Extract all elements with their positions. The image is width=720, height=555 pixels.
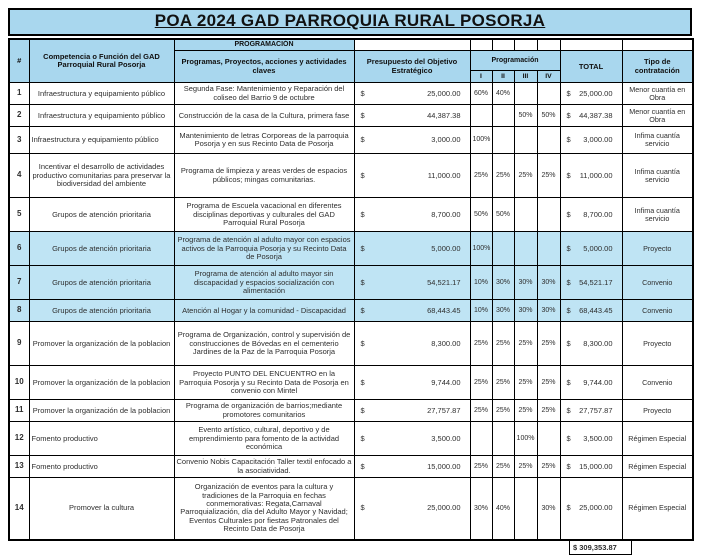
total-cell [560, 127, 622, 154]
amount-value: 8,700.00 [431, 209, 461, 219]
programa-cell: Programa de limpieza y areas verdes de espacios públicos; mingas comunitarias. [174, 154, 354, 198]
grand-total: $ 309,353.87 [569, 541, 632, 555]
total-cell [560, 422, 622, 456]
row-number-cell: 2 [9, 105, 29, 127]
trimestre-4-cell: 25% [537, 366, 560, 400]
col-header-programacion: Programación [470, 51, 560, 71]
total-cell [560, 105, 622, 127]
amount-value: 25,000.00 [427, 88, 461, 98]
competencia-cell: Infraestructura y equipamiento público [29, 127, 174, 154]
currency-symbol: $ [566, 305, 571, 315]
table-row [9, 198, 693, 232]
total-cell-wrap [563, 172, 620, 180]
row-number-cell: 6 [9, 232, 29, 266]
trimestre-3-cell: 25% [514, 154, 537, 198]
col-header-q1: I [470, 71, 492, 83]
header-spacer [622, 39, 693, 50]
currency-symbol: $ [360, 88, 365, 98]
tipo-contratacion-cell: Proyecto [622, 400, 693, 422]
presupuesto-cell-wrap [357, 407, 468, 415]
total-cell-wrap [563, 136, 620, 144]
col-header-tipo: Tipo de contratación [622, 51, 693, 83]
amount-value: 3,000.00 [431, 135, 461, 145]
table-row [9, 478, 693, 540]
currency-symbol: $ [566, 377, 571, 387]
currency-symbol: $ [566, 277, 571, 287]
col-header-programas: Programas, Proyectos, acciones y actividades claves [174, 51, 354, 83]
tipo-contratacion-cell: Infima cuantía servicio [622, 154, 693, 198]
trimestre-4-cell [537, 127, 560, 154]
report-title: POA 2024 GAD PARROQUIA RURAL POSORJA [8, 8, 692, 36]
competencia-cell: Fomento productivo [29, 422, 174, 456]
presupuesto-cell [354, 232, 470, 266]
total-cell [560, 322, 622, 366]
amount-value: 3,500.00 [583, 433, 613, 443]
amount-value: 44,387.38 [427, 110, 461, 120]
amount-value: 11,000.00 [427, 170, 461, 180]
currency-symbol: $ [360, 338, 365, 348]
programa-cell: Programa de atención al adulto mayor con espacios activos de la Parroquia Posorja y su Recinto Data de Posorja [174, 232, 354, 266]
competencia-cell: Infraestructura y equipamiento público [29, 83, 174, 105]
trimestre-2-cell [492, 422, 514, 456]
currency-symbol: $ [360, 405, 365, 415]
total-cell [560, 478, 622, 540]
total-cell-wrap [563, 90, 620, 98]
currency-symbol: $ [360, 461, 365, 471]
table-row [9, 456, 693, 478]
programa-cell: Convenio Nobis Capacitación Taller textil enfocado a la asociatividad. [174, 456, 354, 478]
trimestre-2-cell: 30% [492, 266, 514, 300]
amount-value: 5,000.00 [431, 243, 461, 253]
total-cell-wrap [563, 435, 620, 443]
trimestre-2-cell [492, 127, 514, 154]
currency-symbol: $ [566, 461, 571, 471]
row-number-cell: 7 [9, 266, 29, 300]
trimestre-2-cell: 50% [492, 198, 514, 232]
presupuesto-cell-wrap [357, 90, 468, 98]
trimestre-1-cell: 25% [470, 322, 492, 366]
presupuesto-cell-wrap [357, 463, 468, 471]
trimestre-1-cell: 100% [470, 127, 492, 154]
presupuesto-cell-wrap [357, 112, 468, 120]
table-row [9, 266, 693, 300]
currency-symbol: $ [566, 433, 571, 443]
tipo-contratacion-cell: Menor cuantía en Obra [622, 105, 693, 127]
table-row [9, 422, 693, 456]
presupuesto-cell [354, 83, 470, 105]
amount-value: 11,000.00 [579, 170, 613, 180]
trimestre-1-cell [470, 422, 492, 456]
trimestre-3-cell: 50% [514, 105, 537, 127]
programa-cell: Organización de eventos para la cultura y tradiciones de la Parroquia en fechas conmemorativas: Regata,Carnaval Parroquialización, día del Adulto Mayor y Navidad; Eventos Culturales por fiestas Patronales del Recinto Data de Posorja [174, 478, 354, 540]
col-header-q2: II [492, 71, 514, 83]
table-row [9, 83, 693, 105]
tipo-contratacion-cell: Convenio [622, 266, 693, 300]
currency-symbol: $ [566, 170, 571, 180]
trimestre-4-cell: 25% [537, 456, 560, 478]
amount-value: 15,000.00 [579, 461, 613, 471]
row-number-cell: 9 [9, 322, 29, 366]
table-row [9, 322, 693, 366]
trimestre-4-cell [537, 232, 560, 266]
table-row [9, 232, 693, 266]
row-number-cell: 13 [9, 456, 29, 478]
row-number-cell: 1 [9, 83, 29, 105]
presupuesto-cell [354, 478, 470, 540]
col-header-q3: III [514, 71, 537, 83]
trimestre-3-cell [514, 83, 537, 105]
table-row [9, 127, 693, 154]
presupuesto-cell-wrap [357, 279, 468, 287]
competencia-cell: Grupos de atención prioritaria [29, 198, 174, 232]
row-number-cell: 11 [9, 400, 29, 422]
currency-symbol: $ [360, 305, 365, 315]
amount-value: 5,000.00 [583, 243, 613, 253]
presupuesto-cell-wrap [357, 504, 468, 512]
amount-value: 25,000.00 [579, 88, 613, 98]
trimestre-2-cell: 25% [492, 154, 514, 198]
currency-symbol: $ [360, 377, 365, 387]
amount-value: 27,757.87 [579, 405, 613, 415]
trimestre-3-cell: 25% [514, 366, 537, 400]
header-spacer [470, 39, 492, 50]
presupuesto-cell [354, 154, 470, 198]
col-header-q4: IV [537, 71, 560, 83]
competencia-cell: Incentivar el desarrollo de actividades productivo comunitarias para preservar la biodiversidad del ambiente [29, 154, 174, 198]
amount-value: 44,387.38 [579, 110, 613, 120]
presupuesto-cell [354, 400, 470, 422]
trimestre-3-cell [514, 478, 537, 540]
col-header-total: TOTAL [560, 51, 622, 83]
trimestre-2-cell: 30% [492, 300, 514, 322]
trimestre-3-cell [514, 198, 537, 232]
competencia-cell: Promover la organización de la poblacion [29, 366, 174, 400]
trimestre-3-cell: 100% [514, 422, 537, 456]
currency-symbol: $ [360, 110, 365, 120]
programa-cell: Programa de Escuela vacacional en diferentes disciplinas deportivas y culturales del GAD Parroquial Rural Posorja [174, 198, 354, 232]
currency-symbol: $ [566, 243, 571, 253]
programa-cell: Programa de organización de barrios;mediante promotores comunitarios [174, 400, 354, 422]
trimestre-4-cell: 30% [537, 300, 560, 322]
total-cell-wrap [563, 463, 620, 471]
trimestre-2-cell: 40% [492, 83, 514, 105]
amount-value: 3,500.00 [431, 433, 461, 443]
trimestre-1-cell: 25% [470, 154, 492, 198]
table-row [9, 400, 693, 422]
total-cell-wrap [563, 340, 620, 348]
col-header-programacion-group: PROGRAMACIÓN [174, 39, 354, 50]
table-body [9, 83, 693, 540]
trimestre-1-cell: 10% [470, 266, 492, 300]
competencia-cell: Infraestructura y equipamiento público [29, 105, 174, 127]
total-cell [560, 198, 622, 232]
table-header [9, 39, 693, 82]
competencia-cell: Promover la organización de la poblacion [29, 400, 174, 422]
currency-symbol: $ [360, 209, 365, 219]
total-cell-wrap [563, 279, 620, 287]
total-cell [560, 400, 622, 422]
trimestre-1-cell: 100% [470, 232, 492, 266]
trimestre-1-cell: 25% [470, 366, 492, 400]
amount-value: 27,757.87 [427, 405, 461, 415]
amount-value: 54,521.17 [579, 277, 613, 287]
presupuesto-cell [354, 366, 470, 400]
currency-symbol: $ [360, 503, 365, 513]
trimestre-3-cell [514, 232, 537, 266]
table-row [9, 154, 693, 198]
total-cell [560, 366, 622, 400]
competencia-cell: Promover la organización de la poblacion [29, 322, 174, 366]
header-spacer [492, 39, 514, 50]
total-cell [560, 300, 622, 322]
total-cell-wrap [563, 211, 620, 219]
tipo-contratacion-cell: Menor cuantía en Obra [622, 83, 693, 105]
total-cell-wrap [563, 407, 620, 415]
trimestre-3-cell: 25% [514, 456, 537, 478]
programa-cell: Programa de Organización, control y supervisión de construcciones de Bóvedas en el cementerio Jardines de la Paz de la Parroquia Posorja [174, 322, 354, 366]
currency-symbol: $ [360, 433, 365, 443]
total-cell-wrap [563, 504, 620, 512]
competencia-cell: Grupos de atención prioritaria [29, 300, 174, 322]
total-cell [560, 266, 622, 300]
row-number-cell: 8 [9, 300, 29, 322]
presupuesto-cell-wrap [357, 245, 468, 253]
presupuesto-cell-wrap [357, 136, 468, 144]
presupuesto-cell-wrap [357, 340, 468, 348]
amount-value: 25,000.00 [427, 503, 461, 513]
trimestre-3-cell: 25% [514, 322, 537, 366]
presupuesto-cell [354, 300, 470, 322]
amount-value: 25,000.00 [579, 503, 613, 513]
total-cell-wrap [563, 379, 620, 387]
currency-symbol: $ [566, 503, 571, 513]
currency-symbol: $ [566, 110, 571, 120]
presupuesto-cell [354, 105, 470, 127]
presupuesto-cell [354, 198, 470, 232]
currency-symbol: $ [566, 405, 571, 415]
trimestre-2-cell: 25% [492, 400, 514, 422]
trimestre-2-cell: 25% [492, 456, 514, 478]
amount-value: 9,744.00 [583, 377, 613, 387]
table-row [9, 300, 693, 322]
competencia-cell: Grupos de atención prioritaria [29, 232, 174, 266]
amount-value: 68,443.45 [427, 305, 461, 315]
amount-value: 8,300.00 [431, 338, 461, 348]
presupuesto-cell [354, 266, 470, 300]
presupuesto-cell [354, 422, 470, 456]
trimestre-3-cell: 25% [514, 400, 537, 422]
competencia-cell: Fomento productivo [29, 456, 174, 478]
currency-symbol: $ [360, 243, 365, 253]
presupuesto-cell-wrap [357, 211, 468, 219]
tipo-contratacion-cell: Proyecto [622, 322, 693, 366]
currency-symbol: $ [360, 170, 365, 180]
presupuesto-cell [354, 127, 470, 154]
total-cell [560, 83, 622, 105]
currency-symbol: $ [360, 277, 365, 287]
tipo-contratacion-cell: Convenio [622, 300, 693, 322]
currency-symbol: $ [566, 135, 571, 145]
programa-cell: Evento artístico, cultural, deportivo y de emprendimiento para fomento de la actividad económica [174, 422, 354, 456]
header-spacer [514, 39, 537, 50]
total-cell [560, 154, 622, 198]
tipo-contratacion-cell: Régimen Especial [622, 478, 693, 540]
trimestre-1-cell: 10% [470, 300, 492, 322]
programa-cell: Atención al Hogar y la comunidad - Discapacidad [174, 300, 354, 322]
total-cell [560, 456, 622, 478]
table-row [9, 366, 693, 400]
total-cell [560, 232, 622, 266]
tipo-contratacion-cell: Infima cuantía servicio [622, 127, 693, 154]
programa-cell: Proyecto PUNTO DEL ENCUENTRO en la Parroquia Posorja y su Recinto Data de Posorja en convenio con Mintel [174, 366, 354, 400]
row-number-cell: 5 [9, 198, 29, 232]
amount-value: 3,000.00 [583, 135, 613, 145]
amount-value: 68,443.45 [579, 305, 613, 315]
tipo-contratacion-cell: Régimen Especial [622, 456, 693, 478]
programa-cell: Construcción de la casa de la Cultura, primera fase [174, 105, 354, 127]
header-spacer [537, 39, 560, 50]
trimestre-2-cell [492, 232, 514, 266]
trimestre-4-cell: 50% [537, 105, 560, 127]
tipo-contratacion-cell: Proyecto [622, 232, 693, 266]
row-number-cell: 4 [9, 154, 29, 198]
presupuesto-cell-wrap [357, 307, 468, 315]
amount-value: 9,744.00 [431, 377, 461, 387]
row-number-cell: 12 [9, 422, 29, 456]
trimestre-2-cell: 25% [492, 322, 514, 366]
presupuesto-cell-wrap [357, 172, 468, 180]
col-header-num: # [9, 39, 29, 82]
total-cell-wrap [563, 307, 620, 315]
trimestre-4-cell [537, 198, 560, 232]
trimestre-1-cell: 60% [470, 83, 492, 105]
poa-table [8, 38, 694, 540]
row-number-cell: 3 [9, 127, 29, 154]
trimestre-1-cell: 25% [470, 456, 492, 478]
col-header-presupuesto: Presupuesto del Objetivo Estratégico [354, 51, 470, 83]
programa-cell: Segunda Fase: Mantenimiento y Reparación del coliseo del Barrio 9 de octubre [174, 83, 354, 105]
trimestre-4-cell [537, 422, 560, 456]
col-header-competencia: Competencia o Función del GAD Parroquial Rural Posorja [29, 39, 174, 82]
programa-cell: Programa de atención al adulto mayor sin discapacidad y espacios socialización con alimentación [174, 266, 354, 300]
competencia-cell: Promover la cultura [29, 478, 174, 540]
trimestre-4-cell [537, 83, 560, 105]
trimestre-2-cell: 25% [492, 366, 514, 400]
amount-value: 8,300.00 [583, 338, 613, 348]
total-cell-wrap [563, 112, 620, 120]
competencia-cell: Grupos de atención prioritaria [29, 266, 174, 300]
trimestre-4-cell: 25% [537, 154, 560, 198]
trimestre-4-cell: 30% [537, 478, 560, 540]
programa-cell: Mantenimiento de letras Corporeas de la parroquia Posorja y en sus Recinto Data de Posorja [174, 127, 354, 154]
tipo-contratacion-cell: Convenio [622, 366, 693, 400]
presupuesto-cell-wrap [357, 379, 468, 387]
amount-value: 15,000.00 [427, 461, 461, 471]
amount-value: 54,521.17 [427, 277, 461, 287]
presupuesto-cell [354, 456, 470, 478]
presupuesto-cell-wrap [357, 435, 468, 443]
trimestre-1-cell: 50% [470, 198, 492, 232]
presupuesto-cell [354, 322, 470, 366]
trimestre-1-cell [470, 105, 492, 127]
currency-symbol: $ [566, 209, 571, 219]
row-number-cell: 14 [9, 478, 29, 540]
tipo-contratacion-cell: Infima cuantía servicio [622, 198, 693, 232]
trimestre-3-cell [514, 127, 537, 154]
trimestre-1-cell: 25% [470, 400, 492, 422]
trimestre-3-cell: 30% [514, 300, 537, 322]
trimestre-2-cell: 40% [492, 478, 514, 540]
table-row [9, 105, 693, 127]
header-spacer [560, 39, 622, 50]
trimestre-2-cell [492, 105, 514, 127]
total-cell-wrap [563, 245, 620, 253]
amount-value: 8,700.00 [583, 209, 613, 219]
trimestre-4-cell: 25% [537, 400, 560, 422]
currency-symbol: $ [360, 135, 365, 145]
trimestre-1-cell: 30% [470, 478, 492, 540]
header-spacer [354, 39, 470, 50]
trimestre-4-cell: 30% [537, 266, 560, 300]
currency-symbol: $ [566, 338, 571, 348]
trimestre-4-cell: 25% [537, 322, 560, 366]
tipo-contratacion-cell: Régimen Especial [622, 422, 693, 456]
trimestre-3-cell: 30% [514, 266, 537, 300]
currency-symbol: $ [566, 88, 571, 98]
row-number-cell: 10 [9, 366, 29, 400]
